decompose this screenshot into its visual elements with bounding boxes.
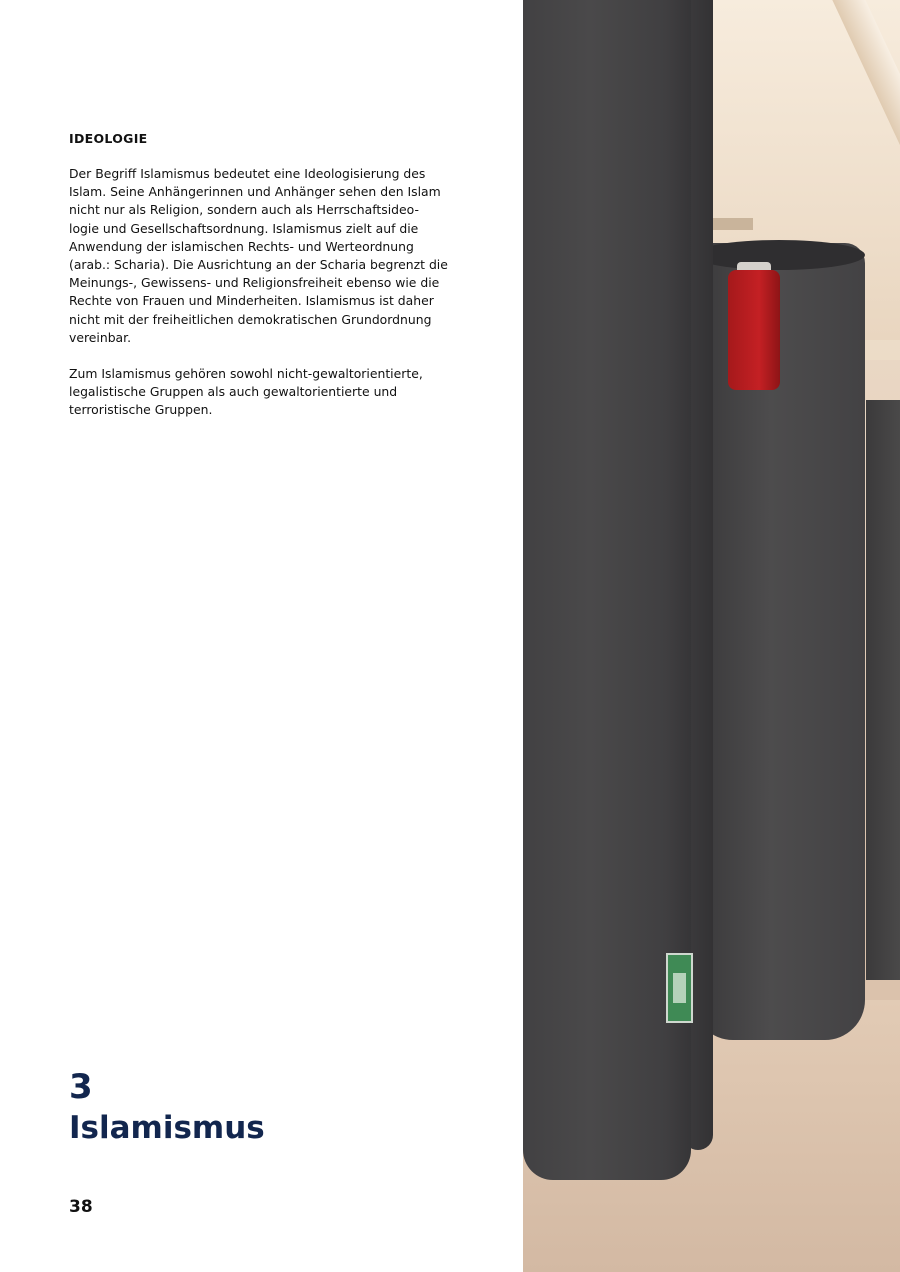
- chapter-heading: [69, 1066, 265, 1148]
- paragraph-line: Meinungs-, Gewissens- und Religionsfreiheit ebenso wie die: [69, 275, 440, 291]
- exit-sign-symbol: [673, 973, 686, 1003]
- photo-pillar-far: [866, 400, 900, 980]
- paragraph-line: logie und Gesellschaftsordnung. Islamismus zielt auf die: [69, 220, 419, 236]
- paragraph-line: vereinbar.: [69, 329, 132, 345]
- paragraph-line: legalistische Gruppen als auch gewaltorientierte und: [69, 384, 398, 400]
- paragraph-groups: [69, 365, 489, 420]
- paragraph-line: Anwendung der islamischen Rechts- und Werteordnung: [69, 238, 414, 254]
- paragraph-line: Zum Islamismus gehören sowohl nicht-gewaltorientierte,: [69, 366, 423, 382]
- paragraph-line: Islam. Seine Anhängerinnen und Anhänger sehen den Islam: [69, 184, 441, 200]
- paragraph-line: nicht nur als Religion, sondern auch als Herrschaftsideo-: [69, 202, 419, 218]
- paragraph-line: Rechte von Frauen und Minderheiten. Islamismus ist daher: [69, 293, 434, 309]
- photo-pillar-middle-top: [693, 240, 865, 270]
- emergency-exit-sign: [666, 953, 693, 1023]
- text-column: [69, 131, 489, 438]
- pillars-photo: [523, 0, 900, 1272]
- paragraph-line: terroristische Gruppen.: [69, 402, 213, 418]
- paragraph-line: Der Begriff Islamismus bedeutet eine Ideologisierung des: [69, 166, 426, 181]
- chapter-number: 3: [69, 1067, 93, 1107]
- fire-extinguisher: [728, 270, 780, 390]
- chapter-title: Islamismus: [69, 1110, 265, 1146]
- paragraph-line: (arab.: Scharia). Die Ausrichtung an der Scharia begrenzt die: [69, 257, 448, 273]
- page-number: 38: [69, 1197, 93, 1217]
- paragraph-line: nicht mit der freiheitlichen demokratischen Grundordnung: [69, 311, 432, 327]
- photo-ceiling-vent: [713, 218, 753, 230]
- section-heading: IDEOLOGIE: [69, 131, 148, 146]
- paragraph-ideology: [69, 165, 489, 347]
